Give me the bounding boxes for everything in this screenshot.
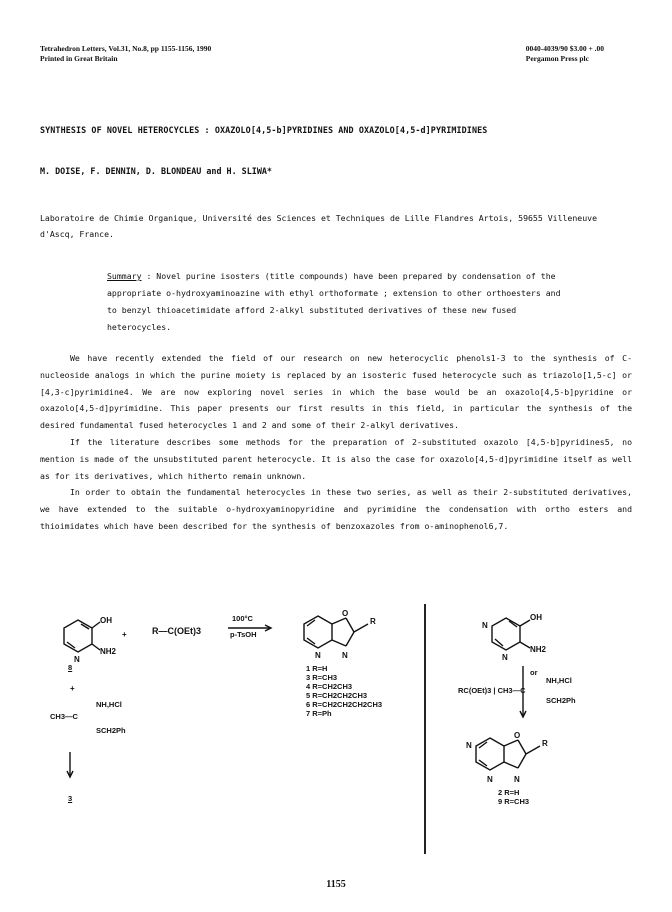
paper-authors: M. DOISE, F. DENNIN, D. BLONDEAU and H. SLIWA* [40,166,272,176]
journal-code [526,44,604,64]
r-label-right: R [542,739,548,748]
journal-line-1: Tetrahedron Letters, Vol.31, No.8, pp 1155-1156, 1990 [40,44,212,53]
nh2-label: NH2 [100,647,117,656]
products-left-list [306,664,382,718]
code-line-2: Pergamon Press plc [525,54,589,63]
journal-line-2: Printed in Great Britain [40,54,118,63]
pyrimidine-n1-label: N [482,621,488,630]
oh-label: OH [100,616,112,625]
right-imidate-top: NH,HCl [546,676,572,685]
conditions-catalyst: p-TsOH [230,630,257,639]
paragraph-3: In order to obtain the fundamental heterocycles in these two series, as well as their 2-substituted derivatives, we have extended to the suitable o-hydroxyaminopyridine and pyrimidine the condensation with ortho esters and thioimidates which have been described for the synthesis of benzoxazoles from o-aminophenol6,7. [40,487,632,531]
product-7: 7 R=Ph [306,709,332,718]
compound-8-label: 8 [68,663,73,672]
orthoester-reagent: R—C(OEt)3 [152,626,201,636]
imidate-top: NH,HCl [96,700,122,709]
affiliation: Laboratoire de Chimie Organique, Université des Sciences et Techniques de Lille Flandres Artois, 59655 Villeneuve d'Ascq, France. [40,213,598,239]
product-5: 5 R=CH2CH2CH3 [306,691,368,700]
imidate-bottom: SCH2Ph [96,726,126,735]
nh2-label-right: NH2 [530,645,547,654]
oxazole-n-label: N [342,651,348,660]
paper-title: SYNTHESIS OF NOVEL HETEROCYCLES : OXAZOLO[4,5-b]PYRIDINES AND OXAZOLO[4,5-d]PYRIMIDINES [40,125,488,135]
pyrimidine-n-bottom: N [487,775,493,784]
down-arrow-left [66,752,74,778]
paragraph-1: We have recently extended the field of our research on new heterocyclic phenols1-3 to the synthesis of C-nucleoside analogs in which the purine moiety is replaced by an isosteric fused heterocycle such as triazolo[1,5-c] or [4,3-c]pyrimidine4. We are now exploring novel series in which the base would be an oxazolo[4,5-b]pyridine or oxazolo[4,5-d]pyrimidine. This paper presents our first results in this field, in particular the synthesis of the desired fundamental fused heterocycles 1 and 2 and some of their 2-alkyl derivatives. [40,353,632,431]
right-reagent: RC(OEt)3 | CH3—C [458,686,526,695]
product-2: 2 R=H [498,788,520,797]
aminohydroxypyrimidine-structure [476,606,556,664]
plus-sign: + [122,630,127,639]
oxazole-o-label: O [342,609,349,618]
product-6: 6 R=CH2CH2CH2CH3 [306,700,383,709]
oxazole-n-right: N [514,775,520,784]
oxazole-o-right: O [514,731,521,740]
products-right-list [498,788,529,806]
paragraph-2: If the literature describes some methods for the preparation of 2-substituted oxazolo [4,5-b]pyridines5, no mention is made of the unsubstituted parent heterocycle. It is also the case for oxazolo[4,5-d]pyrimidine itself as well as for its derivatives, which hitherto remain unknown. [40,436,632,481]
product-1: 1 R=H [306,664,328,673]
summary-label: Summary [107,271,142,281]
pyrimidine-n-top: N [466,741,472,750]
or-label: or [530,668,538,677]
page-number: 1155 [326,879,346,890]
conditions-temp: 100°C [232,614,253,623]
body-text [40,350,632,535]
oxazolopyridine-structure [296,606,386,662]
summary-block [107,268,572,336]
compound-3-label: 3 [68,794,73,803]
product-3: 3 R=CH3 [306,673,338,682]
ring-n-label: N [74,655,80,664]
oxazolopyrimidine-structure [462,728,562,788]
pyridine-n-label: N [315,651,321,660]
pyrimidine-n3-label: N [502,653,508,662]
journal-citation [40,44,211,64]
code-line-1: 0040-4039/90 $3.00 + .00 [525,44,604,53]
product-4: 4 R=CH2CH3 [306,682,353,691]
r-label: R [370,617,376,626]
product-9: 9 R=CH3 [498,797,530,806]
imidate-ch3c: CH3—C [50,712,78,721]
plus-sign-2: + [70,684,75,693]
summary-text: : Novel purine isosters (title compounds) have been prepared by condensation of the appropriate o-hydroxyaminoazine with ethyl orthoformate ; extension to other orthoesters and to benzyl thioacetimidate afford 2-alkyl substituted derivatives of these new fused heterocycles. [107,271,561,332]
oh-label-right: OH [530,613,542,622]
right-imidate-bottom: SCH2Ph [546,696,576,705]
scheme-divider [424,604,426,854]
aminohydroxypyridine-structure [48,612,118,664]
